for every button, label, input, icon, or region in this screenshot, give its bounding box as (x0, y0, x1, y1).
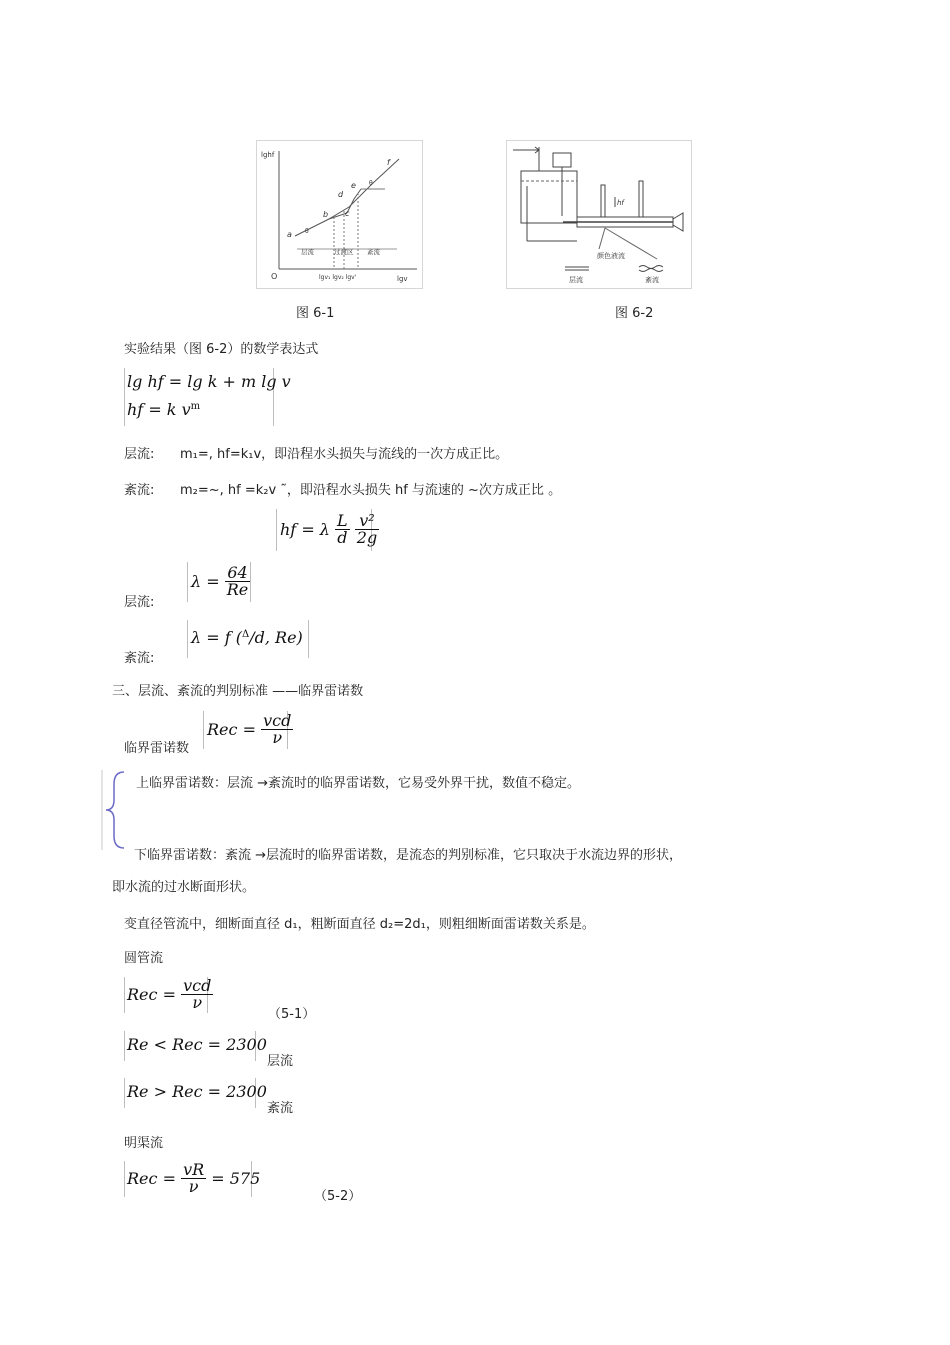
turbulent-streak (639, 266, 663, 272)
reynolds-apparatus-diagram (507, 141, 691, 288)
den-nu: ν (272, 728, 283, 747)
laminar-rel-prefix: 层流: (124, 447, 155, 462)
curve-label-b: b (323, 210, 329, 219)
brace-path (106, 772, 124, 848)
angle-label-2: θ (369, 180, 373, 187)
frac-l-over-d (335, 513, 350, 546)
re-critical-channel-formula (127, 1162, 260, 1195)
region-laminar: 层流 (301, 248, 314, 256)
frac-v2: v² (355, 513, 379, 530)
rec-channel-lhs: Rec = (127, 1169, 176, 1188)
rec-pipe-lhs: Rec = (127, 985, 176, 1004)
turbulent-criterion-box (124, 1078, 267, 1108)
upper-critical-re: 上临界雷诺数：层流 →紊流时的临界雷诺数，它易受外界干扰，数值不稳定。 (136, 776, 581, 791)
den-channel-nu: ν (188, 1177, 199, 1196)
curve-label-e: e (351, 181, 356, 190)
curve-label-a: a (287, 230, 292, 239)
curve-label-f: f (387, 158, 390, 167)
open-channel-heading: 明渠流 (124, 1136, 164, 1151)
re-critical-pipe-box (124, 976, 212, 1013)
turbulent-rel-body: m₂=~, hf =k₂v ˜，即沿程水头损失 hf 与流速的 ~次方成正比 。 (180, 483, 562, 498)
darcy-formula-box (276, 509, 378, 551)
critical-re-lhs: Rec = (207, 720, 256, 739)
critical-re-label: 临界雷诺数 (124, 741, 190, 756)
critical-re-formula (207, 713, 293, 746)
y-axis-label: lghf (261, 151, 275, 159)
laminar-criterion-word: 层流 (267, 1054, 294, 1069)
laminar-criterion: Re < Rec = 2300 (127, 1035, 267, 1054)
lambda-laminar-box (187, 562, 251, 602)
slash-d: /d (249, 628, 265, 647)
region-transition: 过渡区 (334, 248, 354, 256)
lambda-turbulent-formula (191, 628, 303, 647)
curve-label-d: d (338, 190, 344, 199)
outlet-valve (673, 213, 683, 231)
frac-2g: 2g (356, 528, 378, 547)
variable-pipe-question: 变直径管流中，细断面直径 d₁，粗断面直径 d₂=2d₁，则粗细断面雷诺数关系是。 (124, 917, 595, 932)
critical-re-box (203, 711, 292, 749)
eq-5-2-number: （5-2） (314, 1189, 362, 1204)
laminar-label: 层流 (569, 276, 583, 284)
re-critical-pipe-formula (127, 978, 213, 1011)
turbulent-label: 紊流 (645, 276, 659, 284)
darcy-formula (280, 513, 379, 546)
piezometer-2 (639, 181, 643, 217)
lower-critical-re-line2: 即水流的过水断面形状。 (112, 880, 256, 895)
figure-6-1-caption: 图 6-1 (296, 306, 335, 321)
den-re: Re (226, 580, 249, 599)
region-turbulent: 紊流 (367, 248, 380, 256)
power-equation-line (127, 400, 200, 419)
result-intro: 实验结果（图 6-2）的数学表达式 (124, 342, 319, 357)
x-axis-label: lgv (397, 275, 408, 283)
piezometer-1 (601, 185, 605, 217)
log-equation: lg hf = lg k + m lg v (127, 372, 291, 391)
delta-symbol: Δ (241, 629, 250, 640)
figure-6-2 (506, 140, 692, 289)
dye-pointer-1 (599, 228, 605, 249)
curve-label-c: c (345, 209, 350, 218)
lambda-turbulent-box (187, 620, 309, 658)
round-pipe-heading: 圆管流 (124, 951, 164, 966)
lambda-laminar-label: 层流: (124, 595, 155, 610)
lower-critical-re-line1: 下临界雷诺数：紊流 →层流时的临界雷诺数，是流态的判别标准，它只取决于水流边界的形状， (134, 848, 683, 863)
num-64: 64 (225, 565, 251, 582)
figure-6-1 (256, 140, 423, 289)
dye-stream-label: 颜色液流 (597, 252, 625, 260)
lambda-laminar-lhs: λ = (191, 572, 220, 591)
x-tick-labels: lgv₁ lgv₂ lgv' (319, 274, 357, 281)
angle-label-1: θ (305, 228, 309, 235)
frac-v2-over-2g (355, 513, 379, 546)
origin-label: O (271, 272, 278, 281)
head-loss-label: hf (617, 199, 624, 207)
turbulent-rel-prefix: 紊流: (124, 483, 155, 498)
laminar-rel-body: m₁=, hf=k₁v，即沿程水头损失与流线的一次方成正比。 (180, 447, 509, 462)
lambda-laminar-formula (191, 565, 250, 598)
den-pipe-nu: ν (192, 993, 203, 1012)
lambda-turbulent-rhs: , Re) (264, 628, 303, 647)
darcy-lhs: hf = λ (280, 520, 330, 539)
lambda-turbulent-label: 紊流: (124, 651, 155, 666)
water-tank (521, 171, 577, 223)
frac-64-over-re (225, 565, 251, 598)
lambda-turbulent-lhs: λ = f ( (191, 628, 242, 647)
num-vcd: vcd (263, 711, 292, 730)
turbulent-criterion-word: 紊流 (267, 1101, 294, 1116)
dye-tank (553, 153, 571, 167)
frac-d: d (337, 528, 348, 547)
power-equation: hf = k v (127, 400, 191, 419)
frac-vcd-over-nu (261, 713, 293, 746)
num-vr: vR (183, 1160, 205, 1179)
loss-curve (295, 159, 399, 236)
curly-brace (100, 768, 130, 852)
frac-vr-over-nu (181, 1162, 206, 1195)
re-critical-channel-box (124, 1160, 261, 1197)
friction-loss-log-plot (257, 141, 422, 288)
turbulent-criterion: Re > Rec = 2300 (127, 1082, 267, 1101)
section-3-title: 三、层流、紊流的判别标准 ——临界雷诺数 (112, 684, 364, 699)
laminar-criterion-box (124, 1031, 267, 1061)
frac-pipe-vcd-over-nu (181, 978, 213, 1011)
num-pipe-vcd: vcd (183, 976, 212, 995)
rec-channel-rhs: = 575 (211, 1169, 261, 1188)
power-exponent: m (190, 401, 201, 412)
eq-5-1-number: （5-1） (268, 1007, 316, 1022)
figure-6-2-caption: 图 6-2 (615, 306, 654, 321)
frac-l: L (337, 511, 348, 530)
log-equation-box (124, 368, 291, 426)
